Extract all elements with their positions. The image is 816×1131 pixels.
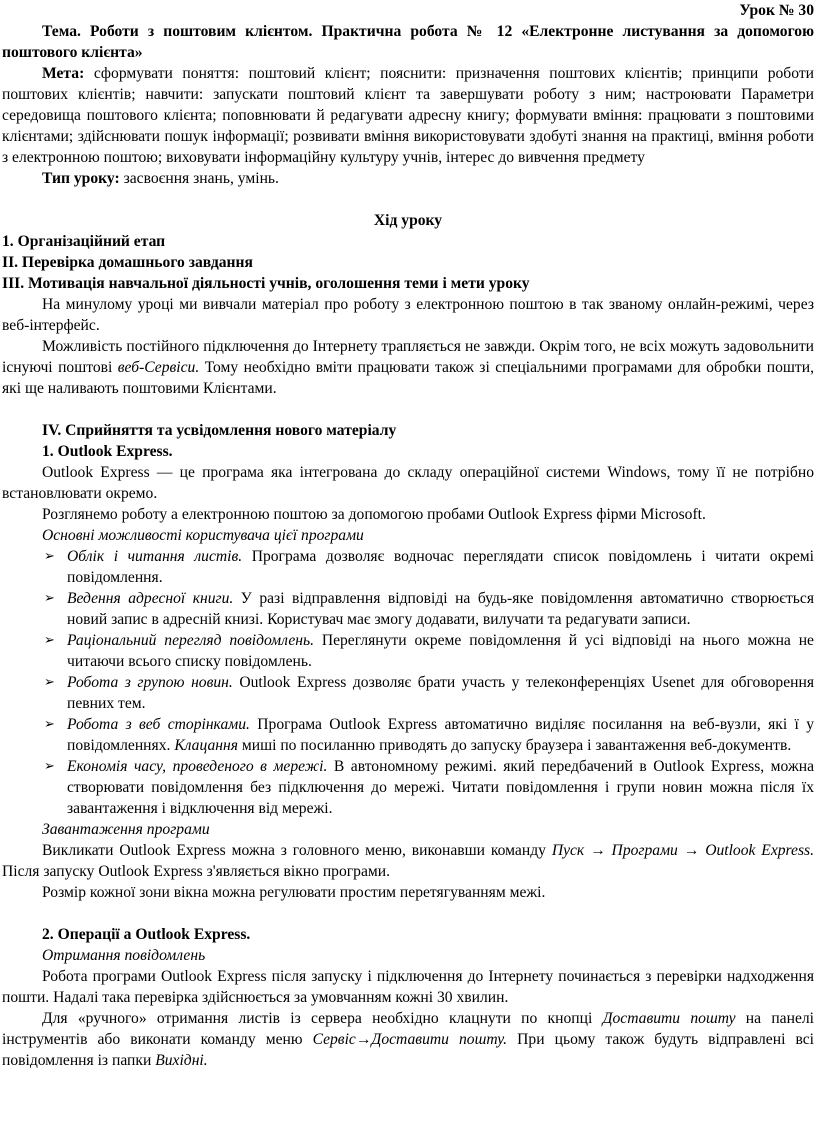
feature-text-2: миші по посиланню приводять до запуску браузера і завантаження веб-документв.	[237, 737, 792, 754]
feature-title: Робота з веб сторінками.	[67, 716, 250, 733]
lesson-number: Урок № 30	[739, 2, 814, 19]
feature-title: Раціональний перегляд повідомлень.	[67, 632, 314, 649]
features-list	[2, 546, 814, 819]
lesson-topic	[2, 21, 814, 63]
goal-text: сформувати поняття: поштовий клієнт; пояснити: призначення поштових клієнтів; принципи роботи поштових клієнтів; навчити: запускати поштовий клієнт та завершувати роботу з ним; настроювати Параметри середовища поштового клієнта; поповнювати й редагувати адресну книгу; формувати вміння: працювати з поштовими клієнтами; здійснювати пошук інформації; розвивати вміння використовувати здобуті знання на практиці, вміння роботи з електронною поштою; виховувати інформаційну культуру учнів, інтерес до вивчення предмету	[2, 65, 814, 166]
stage-2: ІІ. Перевірка домашнього завдання	[2, 254, 253, 271]
lesson-goal	[2, 63, 814, 168]
feature-text: Outlook Express дозволяє брати участь у телеконференціях Usenet для обговорення певних тем.	[67, 674, 814, 712]
load-text-b: Після запуску Outlook Express з'являється вікно програми.	[2, 863, 390, 880]
receive-text-b: на панелі інструментів або виконати команду меню	[2, 1010, 814, 1048]
arrow-bullet-icon: ➢	[44, 591, 55, 606]
load-text-a: Викликати Outlook Express можна з головного меню, виконавши команду	[42, 842, 552, 859]
stage-3: ІІІ. Мотивація навчальної діяльності учнів, оголошення теми і мети уроку	[2, 275, 530, 292]
receive-menu-command: Сервіс→Доставити пошту.	[312, 1031, 508, 1048]
features-heading: Основні можливості користувача цієї програми	[42, 527, 364, 544]
arrow-bullet-icon: ➢	[44, 549, 55, 564]
feature-title: Економія часу, проведеного в мережі.	[67, 758, 328, 775]
receive-paragraph-1: Робота програми Outlook Express після запуску і підключення до Інтернету починається з перевірки надходження пошти. Надалі така перевірка здійснюється за умовчанням кожні 30 хвилин.	[2, 968, 814, 1006]
type-text: засвоєння знань, умінь.	[119, 170, 279, 187]
motivation-text-a: Можливість постійного підключення до Інтернету трапляється не завжди. Окрім того, не всіх можуть задовольнити існуючі поштові	[2, 338, 814, 376]
receive-paragraph-2	[2, 1008, 814, 1071]
load-paragraph-2: Розмір кожної зони вікна можна регулювати простим перетягуванням межі.	[42, 884, 546, 901]
feature-title: Ведення адресної книги.	[67, 590, 234, 607]
section-4-heading: IV. Сприйняття та усвідомлення нового матеріалу	[42, 422, 397, 439]
motivation-text-b: Тому необхідно вміти працювати також зі спеціальними програмами для обробки пошти, які ще наливають поштовими Клієнтами.	[2, 359, 814, 397]
receive-text-a: Для «ручного» отримання листів із сервера необхідно клацнути по кнопці	[42, 1010, 603, 1027]
list-item	[2, 546, 814, 588]
outlook-paragraph-1: Outlook Express — це програма яка інтегрована до складу операційної системи Windows, тому її не потрібно встановлювати окремо.	[2, 464, 814, 502]
topic-label: Тема.	[42, 23, 81, 40]
motivation-paragraph-2	[2, 336, 814, 399]
receive-button-name: Доставити пошту	[602, 1010, 736, 1027]
topic-text: Роботи з поштовим клієнтом. Практична робота № 12 «Електронне листування за допомогою поштового клієнта»	[2, 23, 814, 61]
feature-emphasis: Клацання	[174, 737, 238, 754]
lesson-type	[2, 168, 814, 189]
motivation-paragraph-1: На минулому уроці ми вивчали матеріал про роботу з електронною поштою в так званому онлайн-режимі, через веб-інтерфейс.	[2, 296, 814, 334]
feature-title: Робота з групою новин.	[67, 674, 233, 691]
receive-heading: Отримання повідомлень	[42, 947, 206, 964]
arrow-bullet-icon: ➢	[44, 633, 55, 648]
motivation-emphasis: веб-Сервіси.	[117, 359, 200, 376]
list-item	[2, 588, 814, 630]
subsection-2-heading: 2. Операції а Outlook Express.	[42, 926, 251, 943]
receive-folder-name: Вихідні.	[155, 1052, 208, 1069]
list-item	[2, 714, 814, 756]
feature-text: Програма дозволяє водночас переглядати список повідомлень і читати окремі повідомлення.	[67, 548, 815, 586]
list-item	[2, 756, 814, 819]
type-label: Тип уроку:	[42, 170, 120, 187]
course-heading: Хід уроку	[373, 212, 443, 229]
list-item	[2, 630, 814, 672]
feature-text: В автономному режимі. який передбачений в Outlook Express, можна створювати повідомлення без підключення до мережі. Читати повідомлення і групи новин можна після їх завантаження і відключення від мережі.	[67, 758, 814, 817]
arrow-bullet-icon: ➢	[44, 717, 55, 732]
feature-text: У разі відправлення відповіді на будь-яке повідомлення автоматично створюється новий запис в адресній книзі. Користувач має змогу додавати, вилучати та редагувати записи.	[67, 590, 814, 628]
load-paragraph-1	[2, 840, 814, 882]
receive-text-c: При цьому також будуть відправлені всі повідомлення із папки	[2, 1031, 815, 1069]
list-item	[2, 672, 814, 714]
feature-text: Програма Outlook Express автоматично виділяє посилання на веб-вузли, які ї у повідомленнях.	[67, 716, 814, 754]
stage-1: 1. Організаційний етап	[2, 233, 166, 250]
arrow-bullet-icon: ➢	[44, 675, 55, 690]
feature-text: Переглянути окреме повідомлення й усі відповіді на нього можна не читаючи всього списку повідомлень.	[67, 632, 814, 670]
subsection-1-heading: 1. Outlook Express.	[42, 443, 173, 460]
load-heading: Завантаження програми	[42, 821, 210, 838]
load-command: Пуск → Програми → Outlook Express.	[551, 842, 814, 859]
arrow-bullet-icon: ➢	[44, 759, 55, 774]
goal-label: Мета:	[42, 65, 85, 82]
outlook-paragraph-2: Розглянемо роботу а електронною поштою за допомогою пробами Outlook Express фірми Microsoft.	[42, 506, 706, 523]
feature-title: Облік і читання листів.	[67, 548, 243, 565]
